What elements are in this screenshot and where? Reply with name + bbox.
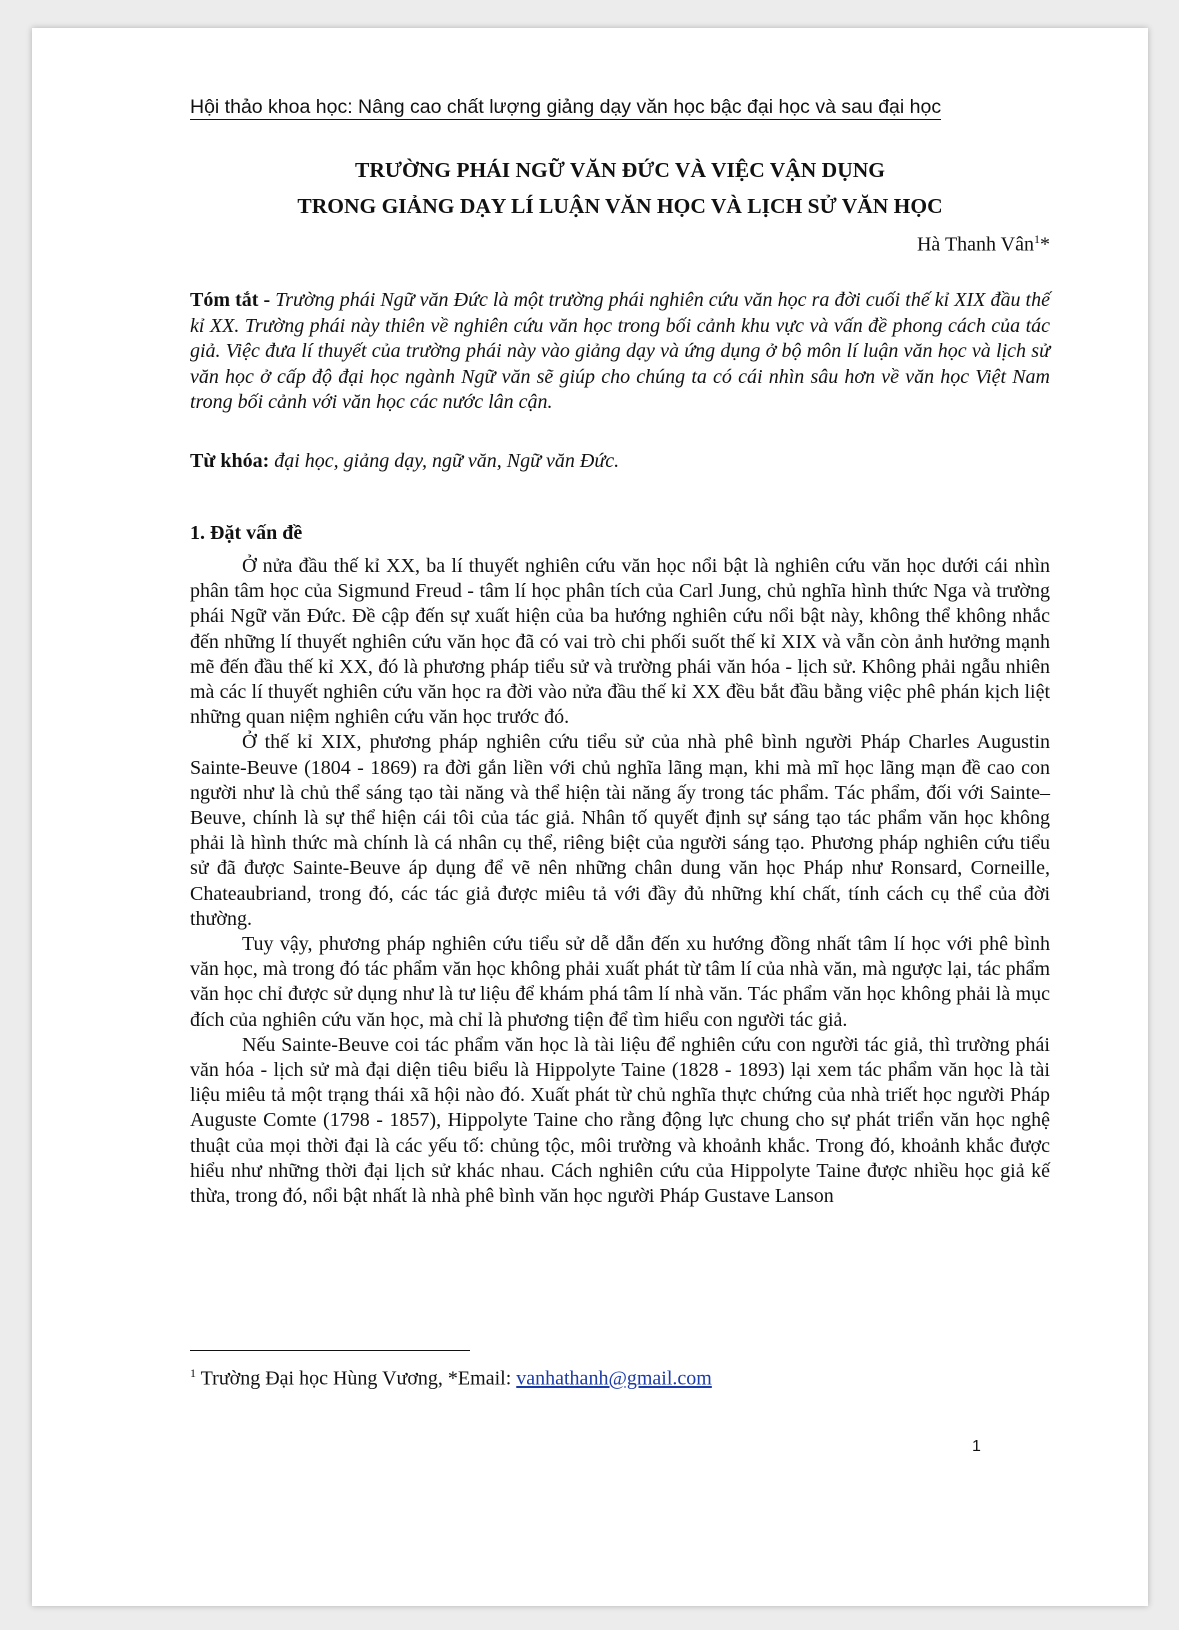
article-title bbox=[190, 152, 1050, 224]
abstract-text: Trường phái Ngữ văn Đức là một trường phái nghiên cứu văn học ra đời cuối thế kỉ XIX đầu thế kỉ XX. Trường phái này thiên về nghiên cứu văn học trong bối cảnh khu vực và vấn đề phong cách của tác giả. Việc đưa lí thuyết của trường phái này vào giảng dạy và ứng dụng ở bộ môn lí luận văn học và lịch sử văn học ở cấp độ đại học ngành Ngữ văn sẽ giúp cho chúng ta có cái nhìn sâu hơn về văn học Việt Nam trong bối cảnh với văn học các nước lân cận. bbox=[190, 289, 1050, 414]
footnote-mark: 1 bbox=[190, 1366, 196, 1380]
keywords-label: Từ khóa: bbox=[190, 450, 270, 472]
abstract-label: Tóm tắt - bbox=[190, 289, 276, 311]
paragraph: Ở nửa đầu thế kỉ XX, ba lí thuyết nghiên cứu văn học nổi bật là nghiên cứu văn học dưới cái nhìn phân tâm học của Sigmund Freud - tâm lí học phân tích của Carl Jung, chủ nghĩa hình thức Nga và trường phái Ngữ văn Đức. Đề cập đến sự xuất hiện của ba hướng nghiên cứu nổi bật này, không thể không nhắc đến những lí thuyết nghiên cứu văn học đã có vai trò chi phối suốt thế kỉ XIX và vẫn còn ảnh hưởng mạnh mẽ đến đầu thế kỉ XX, đó là phương pháp tiểu sử và trường phái văn hóa - lịch sử. Không phải ngẫu nhiên mà các lí thuyết nghiên cứu văn học ra đời vào nửa đầu thế kỉ XX đều bắt đầu bằng việc phê phán kịch liệt những quan niệm nghiên cứu văn học trước đó. bbox=[190, 555, 1050, 729]
email-link[interactable]: vanhathanh@gmail.com bbox=[516, 1367, 712, 1390]
page-number: 1 bbox=[972, 1438, 981, 1455]
author-star: * bbox=[1040, 233, 1050, 256]
abstract bbox=[190, 288, 1050, 416]
author-footnote-mark: 1 bbox=[1034, 232, 1040, 246]
keywords-text: đại học, giảng dạy, ngữ văn, Ngữ văn Đức. bbox=[269, 450, 620, 472]
author-line bbox=[190, 226, 1050, 258]
running-header-text: Hội thảo khoa học: Nâng cao chất lượng giảng dạy văn học bậc đại học và sau đại học bbox=[190, 96, 942, 118]
footnote bbox=[190, 1360, 1050, 1392]
keywords bbox=[190, 448, 1050, 474]
paragraph: Tuy vậy, phương pháp nghiên cứu tiểu sử dễ dẫn đến xu hướng đồng nhất tâm lí học với phê bình văn học, mà trong đó tác phẩm văn học không phải xuất phát từ tâm lí của nhà văn, mà ngược lại, tác phẩm văn học chỉ được sử dụng như là tư liệu để khám phá tâm lí nhà văn. Tác phẩm văn học không phải là mục đích của nghiên cứu văn học, mà chỉ là phương tiện để tìm hiểu con người tác giả. bbox=[190, 933, 1050, 1031]
section-heading: 1. Đặt vấn đề bbox=[190, 522, 303, 544]
paragraph: Nếu Sainte-Beuve coi tác phẩm văn học là tài liệu để nghiên cứu con người tác giả, thì trường phái văn hóa - lịch sử mà đại diện tiêu biểu là Hippolyte Taine (1828 - 1893) lại xem tác phẩm văn học là tài liệu miêu tả một trạng thái xã hội nào đó. Xuất phát từ chủ nghĩa thực chứng của nhà triết học người Pháp Auguste Comte (1798 - 1857), Hippolyte Taine cho rằng động lực chung cho sự phát triển văn học nghệ thuật của mọi thời đại là các yếu tố: chủng tộc, môi trường và khoảnh khắc. Trong đó, khoảnh khắc được hiểu như những thời đại lịch sử khác nhau. Cách nghiên cứu của Hippolyte Taine được nhiều học giả kế thừa, trong đó, nổi bật nhất là nhà phê bình văn học người Pháp Gustave Lanson bbox=[190, 1033, 1050, 1208]
footnote-text: Trường Đại học Hùng Vương, *Email: bbox=[196, 1367, 517, 1390]
document-page bbox=[32, 28, 1148, 1606]
body-text bbox=[190, 554, 1050, 1209]
title-line-2: TRONG GIẢNG DẠY LÍ LUẬN VĂN HỌC VÀ LỊCH SỬ VĂN HỌC bbox=[297, 194, 943, 218]
footnote-divider bbox=[190, 1350, 470, 1351]
title-line-1: TRƯỜNG PHÁI NGỮ VĂN ĐỨC VÀ VIỆC VẬN DỤNG bbox=[355, 158, 885, 182]
author-name: Hà Thanh Vân bbox=[916, 233, 1034, 256]
running-header bbox=[190, 94, 1010, 120]
paragraph: Ở thế kỉ XIX, phương pháp nghiên cứu tiểu sử của nhà phê bình người Pháp Charles Augustin Sainte-Beuve (1804 - 1869) ra đời gắn liền với chủ nghĩa lãng mạn, khi mà mĩ học lãng mạn đề cao con người như là chủ thể sáng tạo tài năng và thể hiện tài năng ấy trong tác phẩm. Tác phẩm, đối với Sainte–Beuve, chính là sự thể hiện cái tôi của tác giả. Nhân tố quyết định sự sáng tạo tác phẩm văn học không phải là hình thức mà chính là cá nhân cụ thể, riêng biệt của người sáng tạo. Phương pháp nghiên cứu tiểu sử đã được Sainte-Beuve áp dụng để vẽ nên những chân dung văn học Pháp như Ronsard, Corneille, Chateaubriand, trong đó, các tác giả được miêu tả với đầy đủ những khí chất, tính cách cụ thể của đời thường. bbox=[190, 731, 1050, 930]
